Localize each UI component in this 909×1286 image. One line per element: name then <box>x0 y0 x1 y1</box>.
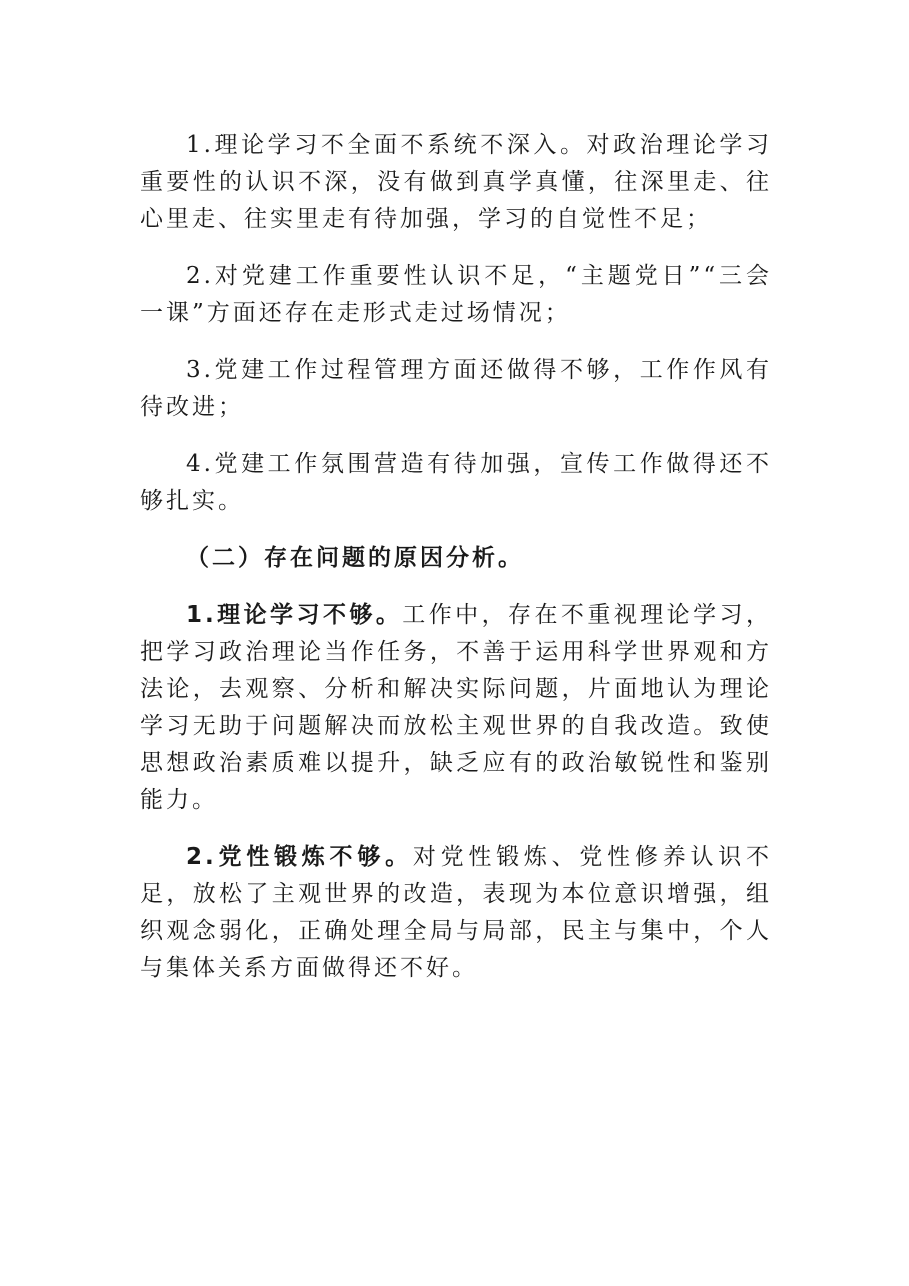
problem-item-3: 3.党建工作过程管理方面还做得不够，工作作风有待改进； <box>140 357 772 420</box>
cause-item-2 <box>140 839 772 987</box>
document-page <box>140 127 772 1007</box>
cause-item-2-body: 对党性锻炼、党性修养认识不足，放松了主观世界的改造，表现为本位意识增强，组织观念弱化，正确处理全局与局部，民主与集中，个人与集体关系方面做得还不好。 <box>140 844 772 981</box>
section-heading: （二）存在问题的原因分析。 <box>186 545 524 571</box>
problem-item-2: 2.对党建工作重要性认识不足，“主题党日”“三会一课”方面还存在走形式走过场情况； <box>140 263 772 326</box>
problem-item-1: 1.理论学习不全面不系统不深入。对政治理论学习重要性的认识不深，没有做到真学真懂，往深里走、往心里走、往实里走有待加强，学习的自觉性不足； <box>140 132 772 232</box>
cause-item-2-lead: 2.党性锻炼不够。 <box>186 844 413 870</box>
cause-item-1-body: 工作中，存在不重视理论学习，把学习政治理论当作任务，不善于运用科学世界观和方法论，去观察、分析和解决实际问题，片面地认为理论学习无助于问题解决而放松主观世界的自我改造。致使思想政治素质难以提升，缺乏应有的政治敏锐性和鉴别能力。 <box>140 602 772 813</box>
cause-item-1-lead: 1.理论学习不够。 <box>186 602 403 628</box>
problem-item-4: 4.党建工作氛围营造有待加强，宣传工作做得还不够扎实。 <box>140 451 772 514</box>
cause-item-1 <box>140 597 772 819</box>
